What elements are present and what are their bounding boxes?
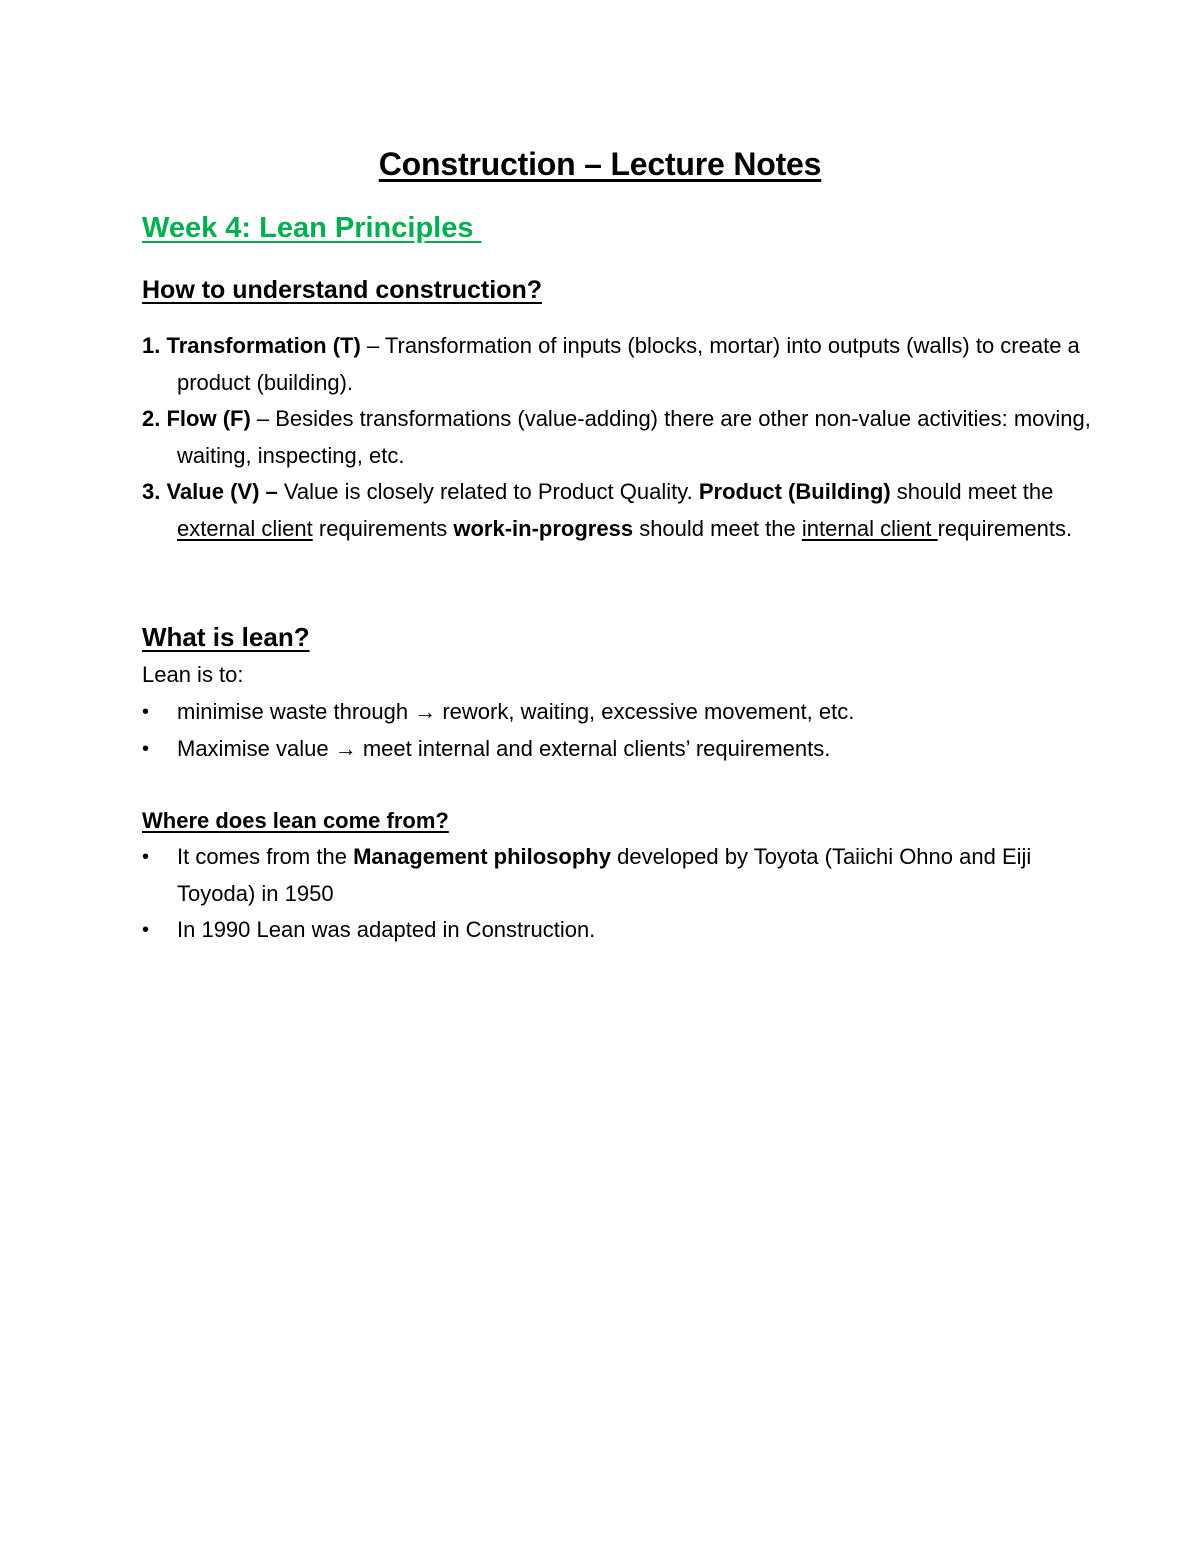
- list-item-transformation: [142, 328, 1102, 401]
- item-term: Flow (F): [166, 406, 251, 431]
- item-bold: work-in-progress: [453, 515, 634, 541]
- item-text: meet internal and external clients’ requirements.: [356, 735, 831, 761]
- list-item-value: [142, 474, 1102, 547]
- item-number: 2.: [142, 406, 161, 431]
- document-title: Construction – Lecture Notes: [378, 146, 822, 182]
- item-term: Transformation (T): [166, 333, 361, 358]
- bullet-list-origin: [142, 839, 1102, 949]
- bullet-icon: •: [142, 846, 150, 868]
- item-text: developed by Toyota (Taiichi Ohno and Eiji Toyoda) in 1950: [177, 844, 1032, 906]
- bullet-icon: •: [142, 737, 150, 760]
- item-text: – Transformation of inputs (blocks, mortar) into outputs (walls) to create a product (building).: [177, 333, 1080, 395]
- item-number: 1.: [142, 333, 161, 358]
- item-text: rework, waiting, excessive movement, etc.: [436, 699, 855, 724]
- item-text: should meet the: [633, 515, 802, 541]
- numbered-list: [142, 328, 1102, 547]
- item-bold: Management philosophy: [353, 844, 611, 869]
- item-underline: internal client: [801, 515, 938, 541]
- bullet-icon: •: [142, 701, 150, 723]
- item-underline: external client: [177, 515, 313, 541]
- list-item: [142, 839, 1102, 912]
- item-text: Value is closely related to Product Quality.: [277, 479, 699, 504]
- list-item: [142, 731, 1102, 768]
- item-text: requirements.: [937, 515, 1073, 541]
- list-item: [142, 912, 1102, 949]
- list-item: [142, 694, 1102, 731]
- week-heading: Week 4: Lean Principles: [142, 212, 482, 244]
- item-text: Maximise value: [177, 735, 335, 761]
- section-heading-what-is-lean: What is lean?: [142, 622, 310, 652]
- item-bold: Product (Building): [698, 479, 891, 504]
- arrow-right-icon: →: [334, 735, 357, 761]
- lean-intro: Lean is to:: [142, 662, 244, 687]
- section-heading-origin: Where does lean come from?: [142, 808, 449, 833]
- section-heading-understand: How to understand construction?: [142, 276, 542, 304]
- arrow-right-icon: →: [414, 699, 437, 724]
- item-text: It comes from the: [177, 844, 354, 869]
- item-text: should meet the: [890, 479, 1054, 504]
- item-term: Value (V) –: [166, 479, 278, 504]
- list-item-flow: [142, 401, 1102, 474]
- item-text: – Besides transformations (value-adding) there are other non-value activities: moving, waiting, inspecting, etc.: [177, 406, 1091, 468]
- item-text: In 1990 Lean was adapted in Construction.: [177, 917, 596, 942]
- item-text: requirements: [312, 515, 454, 541]
- bullet-list-lean: [142, 694, 1102, 767]
- item-text: minimise waste through: [177, 699, 415, 724]
- item-number: 3.: [142, 479, 161, 504]
- bullet-icon: •: [142, 919, 150, 941]
